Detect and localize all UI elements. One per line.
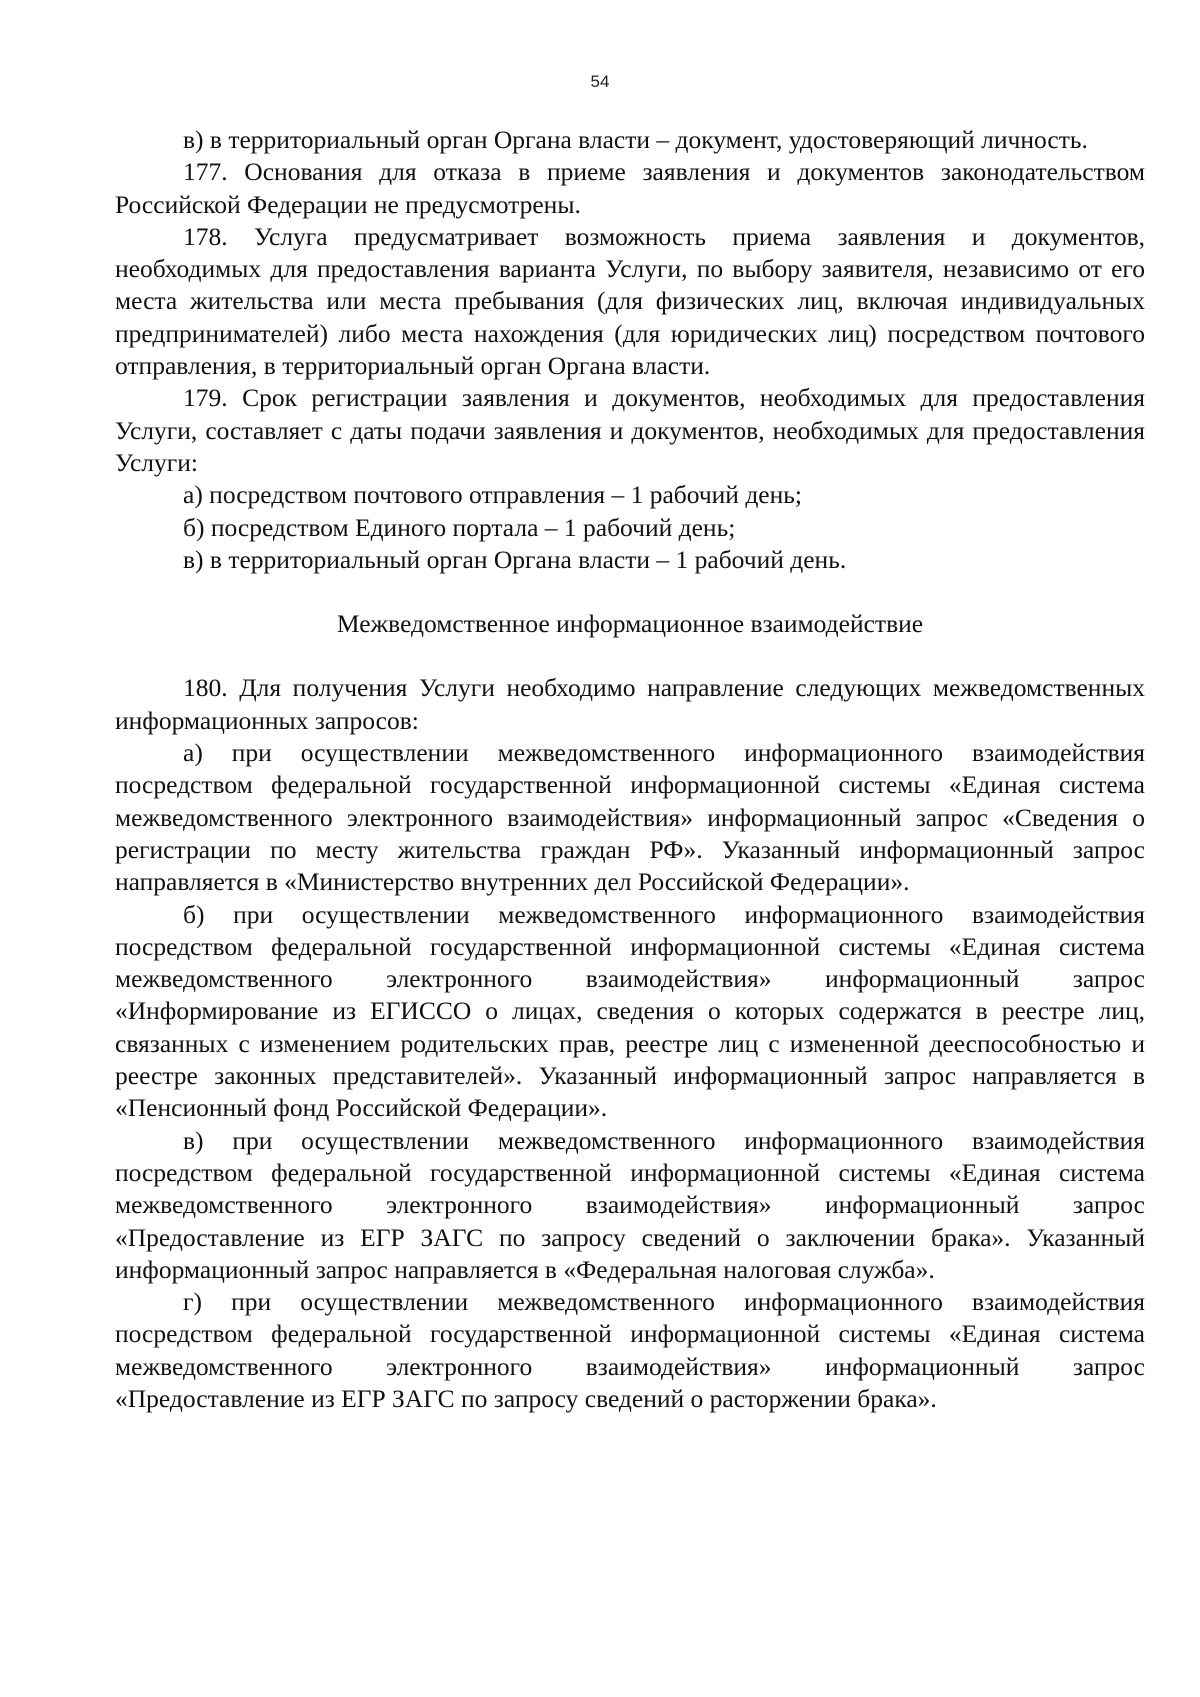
- paragraph-179: 179. Срок регистрации заявления и документов, необходимых для предоставления Услуги, составляет с даты подачи заявления и документов, необходимых для предоставления Услуги:: [115, 383, 1145, 477]
- list-item-portal: б) посредством Единого портала – 1 рабочий день;: [183, 512, 736, 542]
- paragraph-180: 180. Для получения Услуги необходимо направление следующих межведомственных информационных запросов:: [115, 673, 1145, 735]
- list-item-request-c: в) при осуществлении межведомственного информационного взаимодействия посредством федеральной государственной информационной системы «Единая система межведомственного электронного взаимодействия» информационный запрос «Предоставление из ЕГР ЗАГС по запросу сведений о заключении брака». Указанный информационный запрос направляется в «Федеральная налоговая служба».: [115, 1125, 1145, 1284]
- paragraph-177: 177. Основания для отказа в приеме заявления и документов законодательством Российской Федерации не предусмотрены.: [115, 157, 1145, 219]
- paragraph-identity-document: в) в территориальный орган Органа власти – документ, удостоверяющий личность.: [183, 125, 1088, 154]
- section-heading: Межведомственное информационное взаимодействие: [336, 609, 924, 639]
- list-item-request-a: а) при осуществлении межведомственного информационного взаимодействия посредством федеральной государственной информационной системы «Единая система межведомственного электронного взаимодействия» информационный запрос «Сведения о регистрации по месту жительства граждан РФ». Указанный информационный запрос направляется в «Министерство внутренних дел Российской Федерации».: [115, 738, 1145, 897]
- paragraph-178: 178. Услуга предусматривает возможность приема заявления и документов, необходимых для предоставления варианта Услуги, по выбору заявителя, независимо от его места жительства или места пребывания (для физических лиц, включая индивидуальных предпринимателей) либо места нахождения (для юридических лиц) посредством почтового отправления, в территориальный орган Органа власти.: [115, 221, 1145, 381]
- list-item-territorial: в) в территориальный орган Органа власти – 1 рабочий день.: [183, 544, 847, 574]
- list-item-request-d: г) при осуществлении межведомственного информационного взаимодействия посредством федеральной государственной информационной системы «Единая система межведомственного электронного взаимодействия» информационный запрос «Предоставление из ЕГР ЗАГС по запросу сведений о расторжении брака».: [115, 1287, 1145, 1413]
- list-item-request-b: б) при осуществлении межведомственного информационного взаимодействия посредством федеральной государственной информационной системы «Единая система межведомственного электронного взаимодействия» информационный запрос «Информирование из ЕГИССО о лицах, сведения о которых содержатся в реестре лиц, связанных с изменением родительских прав, реестре лиц с измененной дееспособностью и реестре законных представителей». Указанный информационный запрос направляется в «Пенсионный фонд Российской Федерации».: [115, 899, 1145, 1123]
- page-number: 54: [590, 72, 610, 91]
- document-body: [115, 124, 1145, 1415]
- list-item-postal: а) посредством почтового отправления – 1 рабочий день;: [183, 480, 802, 510]
